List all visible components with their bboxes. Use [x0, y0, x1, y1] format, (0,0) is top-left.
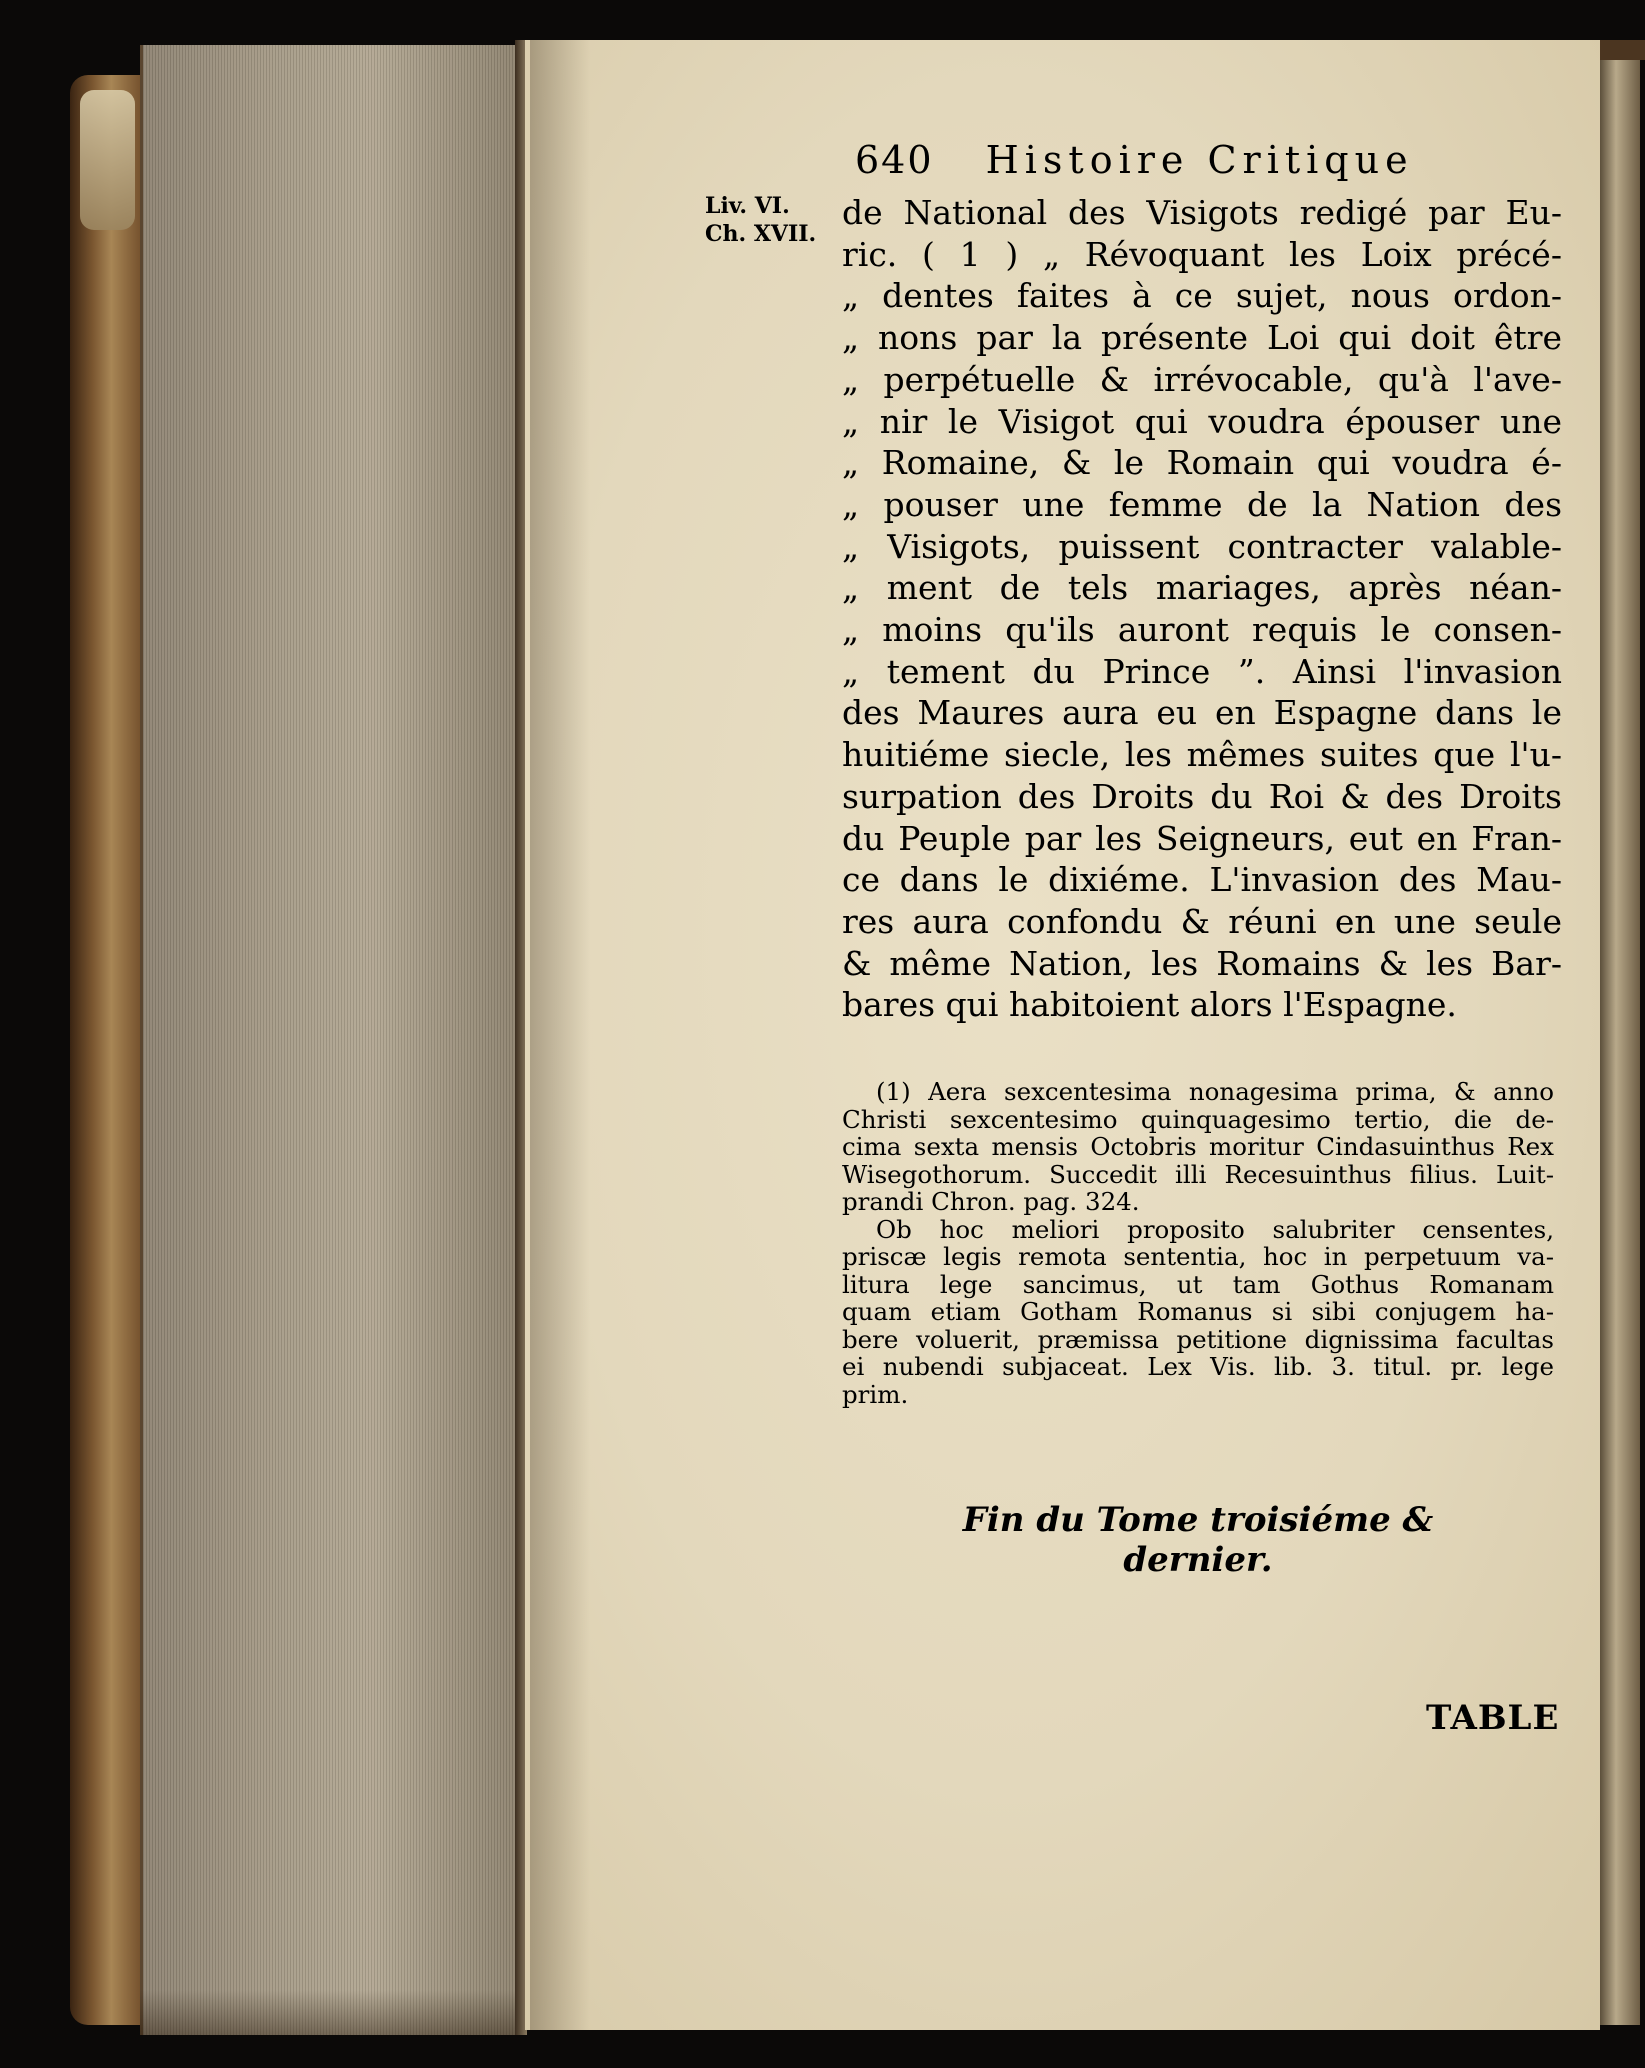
body-line: des Maures aura eu en Espagne dans le: [842, 693, 1562, 733]
body-line: bares qui habitoient alors l'Espagne.: [842, 985, 1457, 1025]
body-line: huitiéme siecle, les mêmes suites que l'u-: [842, 735, 1562, 775]
page-crease-shadow: [530, 40, 590, 2030]
body-line: „ Romaine, & le Romain qui voudra é-: [842, 443, 1562, 483]
corner-mark: [1600, 40, 1645, 60]
footnote-line: prandi Chron. pag. 324.: [842, 1187, 1140, 1216]
marginal-note-chapter: Ch. XVII.: [705, 221, 817, 247]
footnote-line: cima sexta mensis Octobris moritur Cindasuinthus Rex: [842, 1132, 1554, 1161]
body-line: „ Visigots, puissent contracter valable-: [842, 526, 1562, 566]
body-line: „ dentes faites à ce sujet, nous ordon-: [842, 276, 1562, 316]
body-line: „ moins qu'ils auront requis le consen-: [842, 610, 1562, 650]
footnote-line: Ob hoc meliori proposito salubriter censentes,: [876, 1214, 1554, 1244]
body-line: ric. ( 1 ) „ Révoquant les Loix précé-: [842, 234, 1562, 274]
body-line: „ perpétuelle & irrévocable, qu'à l'ave-: [842, 359, 1562, 399]
footnote-line: priscæ legis remota sententia, hoc in perpetuum va-: [842, 1242, 1554, 1271]
footnote-line: prim.: [842, 1379, 909, 1409]
body-line: ce dans le dixiéme. L'invasion des Mau-: [842, 860, 1562, 900]
footnote-line: litura lege sancimus, ut tam Gothus Romanam: [842, 1269, 1554, 1299]
marginal-note-book: Liv. VI.: [705, 193, 790, 219]
marginal-note: [705, 192, 835, 248]
body-line: „ nons par la présente Loi qui doit être: [842, 318, 1562, 358]
body-text: [842, 192, 1562, 1026]
body-line: surpation des Droits du Roi & des Droits: [842, 776, 1562, 816]
footnote-line: (1) Aera sexcentesima nonagesima prima, & anno: [876, 1077, 1554, 1106]
body-line: „ tement du Prince ”. Ainsi l'invasion: [842, 651, 1562, 691]
facing-page-edge: [1600, 50, 1640, 2025]
footnote-line: Wisegothorum. Succedit illi Recesuinthus filius. Luit-: [842, 1159, 1554, 1189]
running-head: [855, 138, 1495, 184]
body-line: „ nir le Visigot qui voudra épouser une: [842, 401, 1562, 441]
body-line: „ ment de tels mariages, après néan-: [842, 568, 1562, 608]
page-block-edges: [140, 45, 523, 2035]
footnote-line: bere voluerit, præmissa petitione dignissima facultas: [842, 1324, 1554, 1354]
page-number: 640: [855, 138, 934, 182]
body-line: „ pouser une femme de la Nation des: [842, 484, 1562, 524]
book-spine: [70, 75, 145, 2025]
body-line: du Peuple par les Seigneurs, eut en Fran-: [842, 818, 1562, 858]
footnotes: [842, 1078, 1554, 1408]
footnote-line: quam etiam Gotham Romanus si sibi conjugem ha-: [842, 1297, 1554, 1326]
body-line: res aura confondu & réuni en une seule: [842, 901, 1562, 941]
catchword: TABLE: [1426, 1698, 1560, 1738]
footnote-line: Christi sexcentesimo quinquagesimo tertio, die de-: [842, 1104, 1554, 1134]
page-block-shadow: [140, 1990, 520, 2035]
closing-line: Fin du Tome troisiéme & dernier.: [962, 1500, 1434, 1580]
footnote-line: ei nubendi subjaceat. Lex Vis. lib. 3. titul. pr. lege: [842, 1352, 1554, 1381]
spine-label-patch: [80, 90, 135, 230]
body-line: & même Nation, les Romains & les Bar-: [842, 943, 1562, 983]
body-line: de National des Visigots redigé par Eu-: [842, 193, 1562, 232]
running-title: Histoire Critique: [985, 138, 1414, 182]
